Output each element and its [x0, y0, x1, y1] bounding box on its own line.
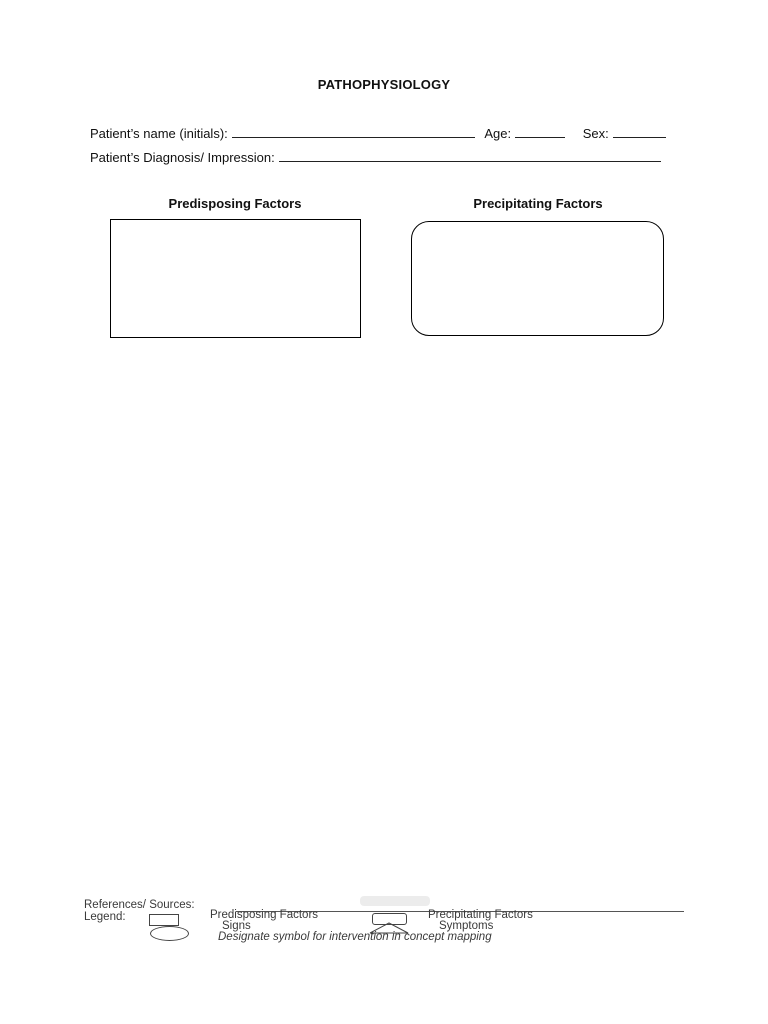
scan-artifact — [360, 896, 430, 906]
legend-label: Legend: — [84, 911, 126, 923]
patient-name-label: Patient’s name (initials): — [90, 126, 228, 141]
legend-precipitating-label: Precipitating Factors — [428, 909, 533, 921]
legend-symptoms-label: Symptoms — [439, 920, 494, 932]
predisposing-factors-box[interactable] — [110, 219, 361, 338]
precipitating-factors-box[interactable] — [411, 221, 664, 336]
oval-symbol-icon — [150, 926, 189, 941]
predisposing-factors-heading: Predisposing Factors — [168, 196, 302, 211]
legend-signs-label: Signs — [222, 920, 251, 932]
patient-name-field[interactable] — [232, 125, 475, 138]
page-title: PATHOPHYSIOLOGY — [317, 77, 451, 92]
patient-name-row — [90, 125, 666, 141]
diagnosis-label: Patient’s Diagnosis/ Impression: — [90, 150, 275, 165]
sex-label: Sex: — [582, 126, 609, 141]
precipitating-factors-heading: Precipitating Factors — [473, 196, 603, 211]
references-label: References/ Sources: — [84, 899, 195, 911]
diagnosis-field[interactable] — [279, 149, 661, 162]
intervention-note: Designate symbol for intervention in concept mapping — [218, 931, 492, 943]
age-label: Age: — [484, 126, 512, 141]
legend-predisposing-label: Predisposing Factors — [210, 909, 319, 921]
diagnosis-row — [90, 149, 661, 165]
sex-field[interactable] — [613, 125, 666, 138]
age-field[interactable] — [515, 125, 565, 138]
footer — [0, 892, 768, 952]
rectangle-symbol-icon — [149, 914, 179, 926]
